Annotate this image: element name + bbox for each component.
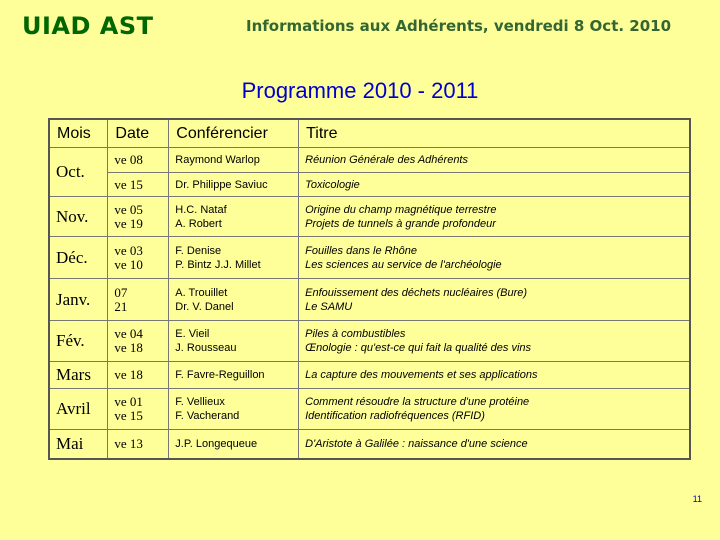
speaker-cell: Dr. Philippe Saviuc: [169, 173, 299, 197]
month-cell: Mai: [49, 430, 108, 459]
table-header-row: [49, 119, 690, 148]
table-row: [49, 362, 690, 389]
month-cell: Fév.: [49, 321, 108, 362]
month-cell: Avril: [49, 389, 108, 430]
title-cell: Fouilles dans le Rhône Les sciences au service de l'archéologie: [299, 237, 690, 279]
title-cell: D'Aristote à Galilée : naissance d'une science: [299, 430, 690, 459]
program-table: [48, 118, 691, 460]
title-cell: Réunion Générale des Adhérents: [299, 148, 690, 173]
column-header: Mois: [49, 119, 108, 148]
table-row: [49, 321, 690, 362]
date-cell: ve 08: [108, 148, 169, 173]
speaker-cell: F. Favre-Reguillon: [169, 362, 299, 389]
table-row: [49, 197, 690, 237]
table-row: [49, 173, 690, 197]
title-cell: Comment résoudre la structure d'une protéine Identification radiofréquences (RFID): [299, 389, 690, 430]
date-cell: ve 15: [108, 173, 169, 197]
speaker-cell: F. Denise P. Bintz J.J. Millet: [169, 237, 299, 279]
table-row: [49, 279, 690, 321]
month-cell: Déc.: [49, 237, 108, 279]
date-cell: ve 03 ve 10: [108, 237, 169, 279]
info-heading: Informations aux Adhérents, vendredi 8 Oct. 2010: [246, 17, 672, 35]
month-cell: Janv.: [49, 279, 108, 321]
speaker-cell: F. Vellieux F. Vacherand: [169, 389, 299, 430]
date-cell: ve 05 ve 19: [108, 197, 169, 237]
brand-title: UIAD AST: [22, 12, 154, 40]
column-header: Date: [108, 119, 169, 148]
title-cell: Piles à combustibles Œnologie : qu'est-ce qui fait la qualité des vins: [299, 321, 690, 362]
date-cell: 07 21: [108, 279, 169, 321]
speaker-cell: H.C. Nataf A. Robert: [169, 197, 299, 237]
program-title: Programme 2010 - 2011: [241, 78, 479, 103]
title-cell: Enfouissement des déchets nucléaires (Bure) Le SAMU: [299, 279, 690, 321]
table-row: [49, 237, 690, 279]
speaker-cell: A. Trouillet Dr. V. Danel: [169, 279, 299, 321]
column-header: Conférencier: [169, 119, 299, 148]
date-cell: ve 01 ve 15: [108, 389, 169, 430]
speaker-cell: E. Vieil J. Rousseau: [169, 321, 299, 362]
speaker-cell: Raymond Warlop: [169, 148, 299, 173]
title-cell: Toxicologie: [299, 173, 690, 197]
month-cell: Mars: [49, 362, 108, 389]
title-cell: Origine du champ magnétique terrestre Projets de tunnels à grande profondeur: [299, 197, 690, 237]
month-cell: Oct.: [49, 148, 108, 197]
date-cell: ve 04 ve 18: [108, 321, 169, 362]
column-header: Titre: [299, 119, 690, 148]
date-cell: ve 18: [108, 362, 169, 389]
title-cell: La capture des mouvements et ses applications: [299, 362, 690, 389]
month-cell: Nov.: [49, 197, 108, 237]
table-row: [49, 148, 690, 173]
page-number: 11: [692, 494, 702, 504]
speaker-cell: J.P. Longequeue: [169, 430, 299, 459]
date-cell: ve 13: [108, 430, 169, 459]
table-row: [49, 389, 690, 430]
table-row: [49, 430, 690, 459]
